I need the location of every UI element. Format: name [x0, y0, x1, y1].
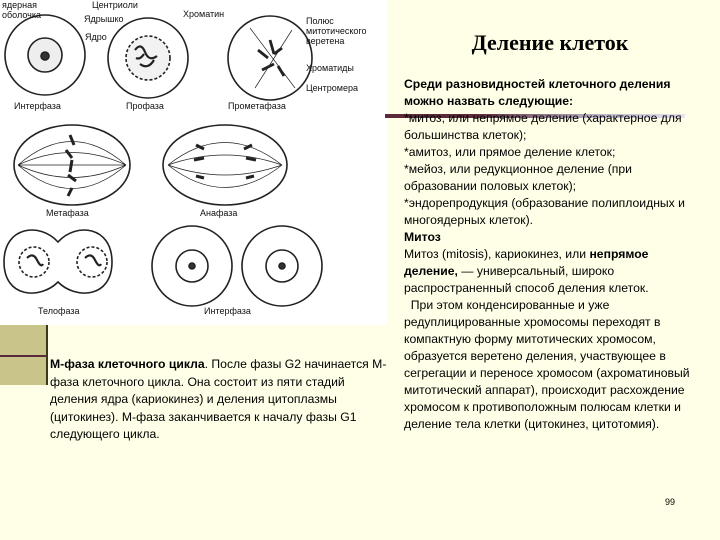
label-prometaphase: Прометафаза: [228, 101, 286, 111]
label-chromatids: Хроматиды: [306, 63, 354, 73]
intro-text: Среди разновидностей клеточного деления можно назвать следующие:: [404, 77, 671, 108]
list-item: *амитоз, или прямое деление клеток;: [404, 145, 616, 159]
label-membrane-2: оболочка: [2, 10, 41, 20]
label-centromere: Центромера: [306, 83, 358, 93]
m-phase-text: . После фазы G2 начинается М-фаза клеточного цикла. Она состоит из пяти стадий деления ядра (кариокинез) и деления цитоплазмы (цитокинез). М-фаза заканчивается к началу фазы G1 следующего цикла.: [50, 357, 387, 442]
label-nucleolus: Ядрышко: [84, 14, 124, 24]
left-text-block: [50, 356, 390, 444]
m-phase-heading: М-фаза клеточного цикла: [50, 357, 205, 371]
mitosis-paragraph-1: [404, 246, 704, 297]
label-anaphase: Анафаза: [200, 208, 238, 218]
label-pole-1: Полюс: [306, 16, 334, 26]
label-metaphase: Метафаза: [46, 208, 89, 218]
mitosis-p1-pre: Митоз (mitosis), кариокинез, или: [404, 247, 590, 261]
label-membrane: ядерная: [2, 0, 37, 10]
label-interphase-1: Интерфаза: [14, 101, 61, 111]
slide-title: Деление клеток: [471, 30, 629, 55]
label-pole-3: веретена: [306, 36, 345, 46]
cell-division-figure: [0, 0, 387, 325]
mitosis-p1-post: — универсальный, широко распространенный способ деления клеток.: [404, 264, 649, 295]
list-item: *эндорепродукция (образование полиплоидных и многоядерных клеток).: [404, 196, 685, 227]
list-item: *митоз, или непрямое деление (характерное для большинства клеток);: [404, 111, 682, 142]
label-centrioles: Центриоли: [92, 0, 138, 10]
decorative-vertical-line: [46, 325, 48, 385]
mitosis-diagram: [0, 0, 387, 325]
mitosis-p1-bold: непрямое деление,: [404, 247, 649, 278]
page-number: 99: [665, 497, 676, 507]
decorative-horizontal-line: [0, 355, 46, 357]
list-item: *мейоз, или редукционное деление (при образовании половых клеток);: [404, 162, 632, 193]
label-nucleus: Ядро: [85, 32, 107, 42]
mitosis-paragraph-2: [404, 297, 704, 433]
right-text-block: [404, 76, 704, 433]
label-chromatin: Хроматин: [183, 9, 225, 19]
label-pole-2: митотического: [306, 26, 367, 36]
mitosis-heading: Митоз: [404, 230, 441, 244]
label-prophase: Профаза: [126, 101, 164, 111]
label-interphase-2: Интерфаза: [204, 306, 251, 316]
mitosis-p2-text: При этом конденсированные и уже редуплицированные хромосомы переходят в компактную форму митотических хромосом, образуется веретено деления, участвующее в сегрегации и переносе хромосом (ахроматиновый митотический аппарат), происходит расхождение хромосом к противоположным полюсам клетки и деление тела клетки (цитокинез, цитотомия).: [404, 298, 690, 431]
label-telophase: Телофаза: [38, 306, 80, 316]
